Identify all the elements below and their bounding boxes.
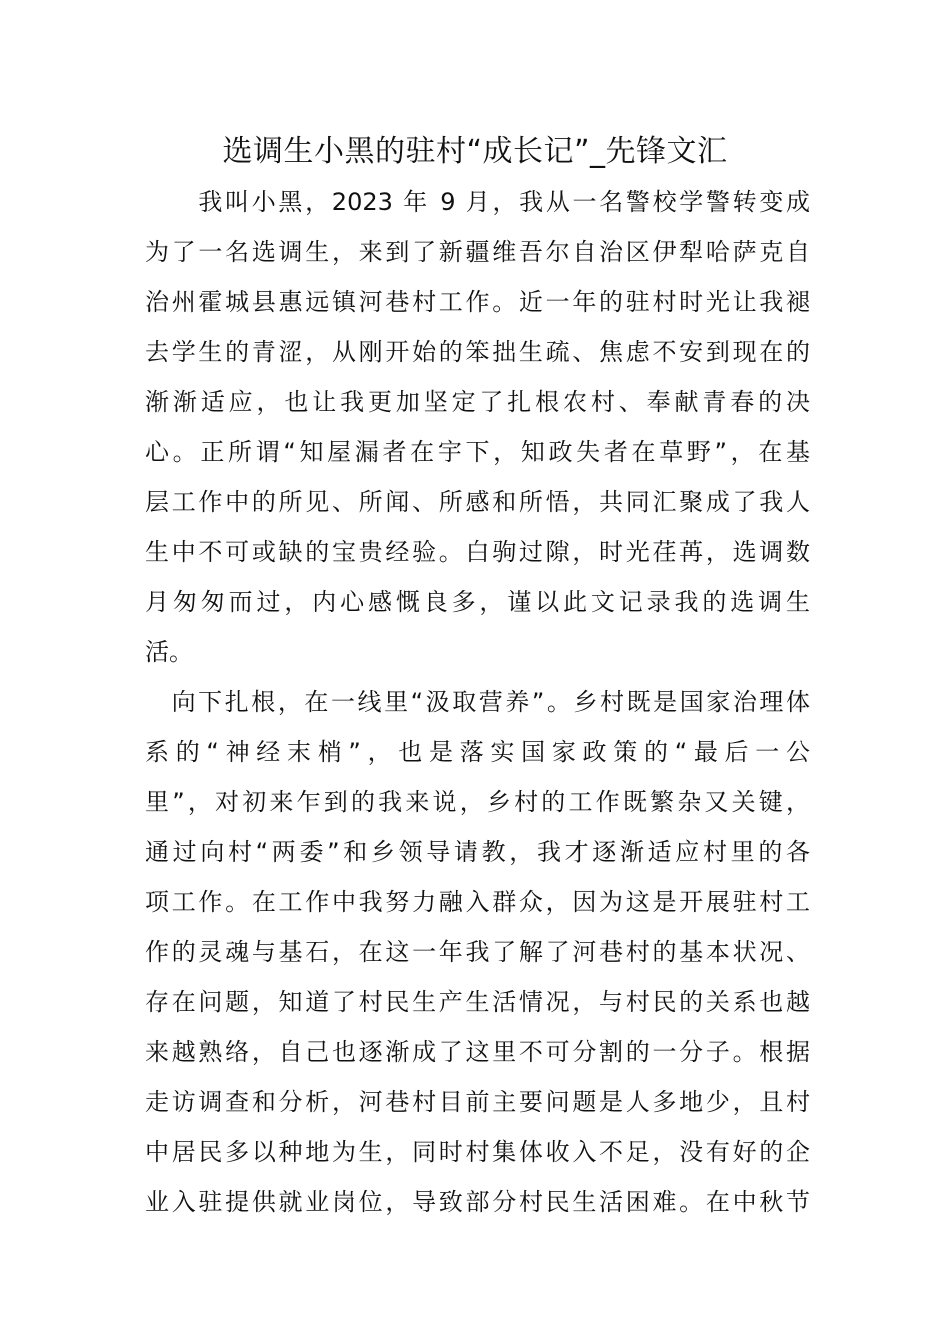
paragraph-line: 我叫小黑，2023 年 9 月，我从一名警校学警转变成 bbox=[145, 188, 810, 216]
paragraph-line: 层工作中的所见、所闻、所感和所悟，共同汇聚成了我人 bbox=[145, 488, 810, 516]
paragraph-2 bbox=[145, 677, 810, 1227]
paragraph-line: 去学生的青涩，从刚开始的笨拙生疏、焦虑不安到现在的 bbox=[145, 338, 810, 366]
paragraph-line: 存在问题，知道了村民生产生活情况，与村民的关系也越 bbox=[145, 988, 810, 1016]
document-title: 选调生小黑的驻村“成长记”_先锋文汇 bbox=[222, 134, 728, 169]
paragraph-line: 活。 bbox=[145, 638, 193, 666]
paragraph-line: 来越熟络，自己也逐渐成了这里不可分割的一分子。根据 bbox=[145, 1038, 810, 1066]
paragraph-line: 心。正所谓“知屋漏者在宇下，知政失者在草野”，在基 bbox=[145, 438, 810, 466]
paragraph-line: 渐渐适应，也让我更加坚定了扎根农村、奉献青春的决 bbox=[145, 388, 810, 416]
paragraph-line: 走访调查和分析，河巷村目前主要问题是人多地少，且村 bbox=[145, 1088, 810, 1116]
paragraph-line: 为了一名选调生，来到了新疆维吾尔自治区伊犁哈萨克自 bbox=[145, 238, 810, 266]
paragraph-line: 项工作。在工作中我努力融入群众，因为这是开展驻村工 bbox=[145, 888, 810, 916]
paragraph-1 bbox=[145, 177, 810, 677]
paragraph-line: 中居民多以种地为生，同时村集体收入不足，没有好的企 bbox=[145, 1138, 810, 1166]
paragraph-line: 通过向村“两委”和乡领导请教，我才逐渐适应村里的各 bbox=[145, 838, 810, 866]
paragraph-line: 里”，对初来乍到的我来说，乡村的工作既繁杂又关键， bbox=[145, 788, 810, 816]
paragraph-line: 业入驻提供就业岗位，导致部分村民生活困难。在中秋节 bbox=[145, 1188, 810, 1216]
paragraph-line: 系的“神经末梢”，也是落实国家政策的“最后一公 bbox=[145, 738, 810, 766]
paragraph-line: 月匆匆而过，内心感慨良多，谨以此文记录我的选调生 bbox=[145, 588, 810, 616]
paragraph-line: 生中不可或缺的宝贵经验。白驹过隙，时光荏苒，选调数 bbox=[145, 538, 810, 566]
paragraph-line: 治州霍城县惠远镇河巷村工作。近一年的驻村时光让我褪 bbox=[145, 288, 810, 316]
paragraph-line: 向下扎根，在一线里“汲取营养”。乡村既是国家治理体 bbox=[145, 688, 810, 716]
document-body bbox=[145, 177, 810, 1227]
paragraph-line: 作的灵魂与基石，在这一年我了解了河巷村的基本状况、 bbox=[145, 938, 810, 966]
